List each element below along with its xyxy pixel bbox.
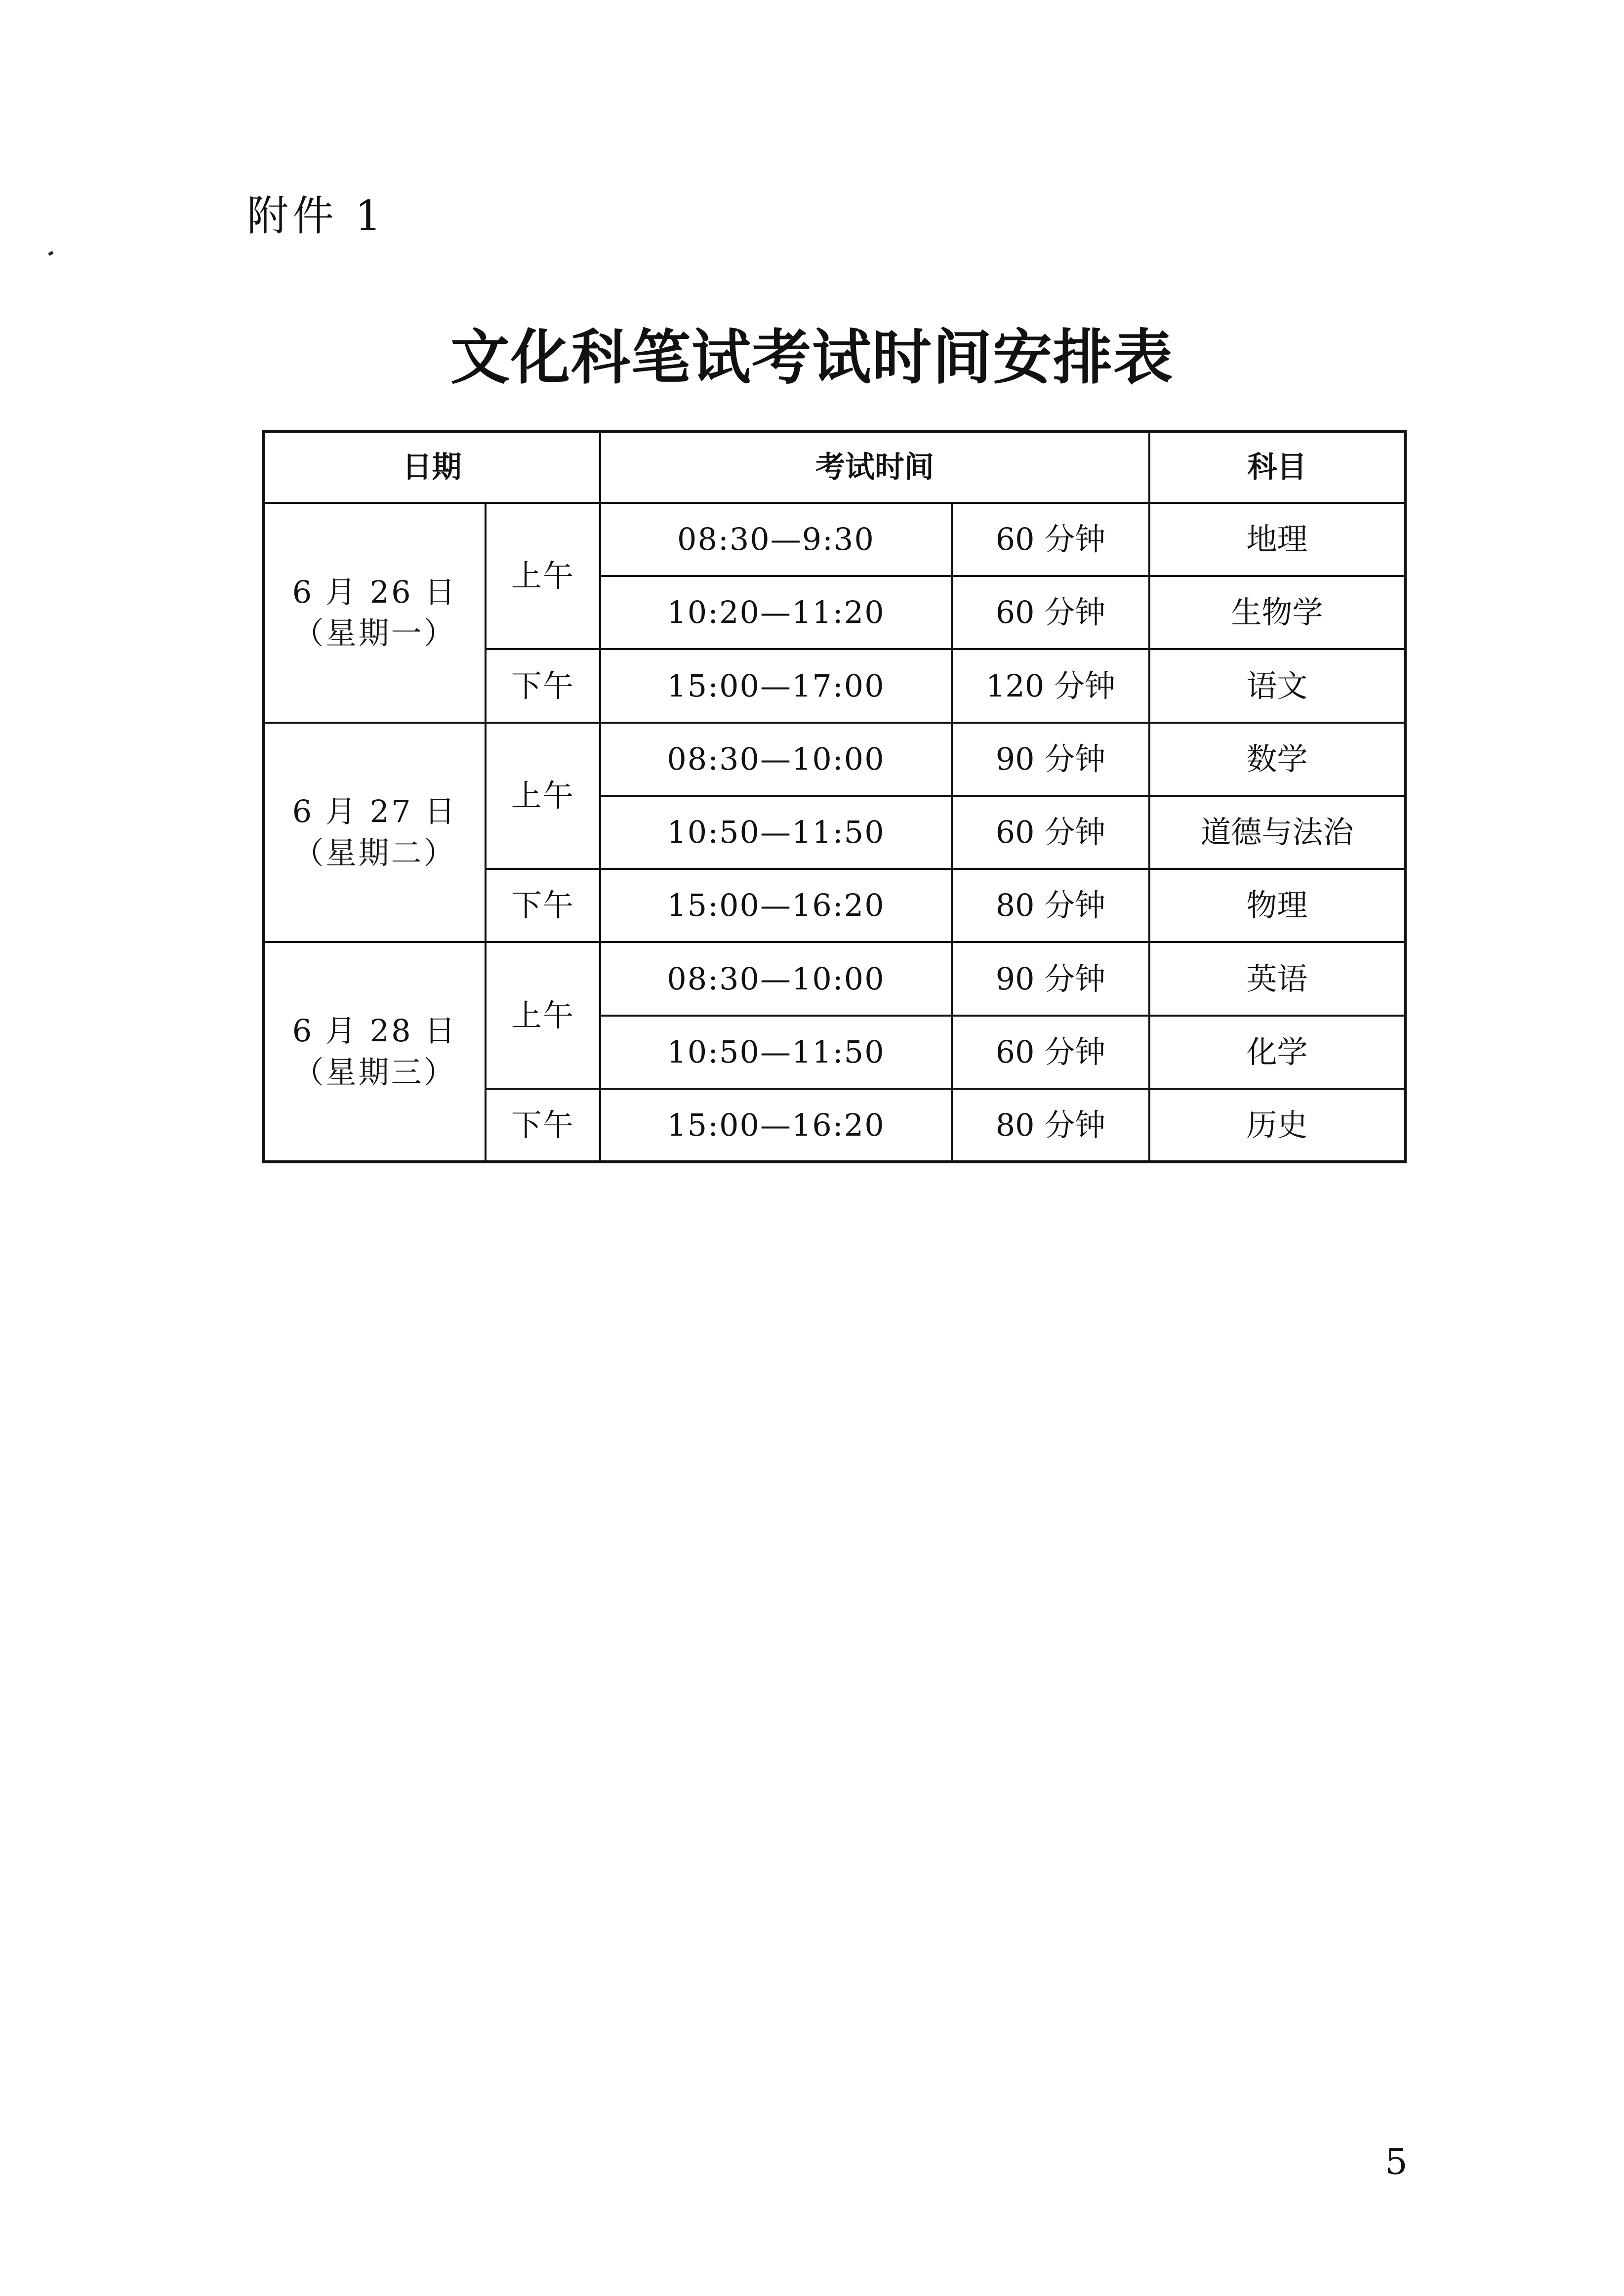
period-cell: 上午 [486,942,600,1088]
header-subject: 科目 [1149,431,1405,503]
time-range-cell: 15:00—16:20 [600,1089,952,1162]
subject-cell: 物理 [1149,869,1405,942]
page-number: 5 [1385,2141,1408,2182]
exam-schedule-table [262,430,1407,1163]
attachment-label: 附件 1 [247,192,386,240]
scan-mark [48,251,54,256]
period-cell: 上午 [486,723,600,869]
time-range-cell: 08:30—10:00 [600,723,952,796]
time-range-cell: 10:50—11:50 [600,1016,952,1089]
duration-cell: 60 分钟 [952,576,1149,649]
subject-cell: 化学 [1149,1016,1405,1089]
duration-cell: 90 分钟 [952,942,1149,1015]
time-range-cell: 15:00—17:00 [600,649,952,722]
duration-cell: 60 分钟 [952,796,1149,869]
subject-cell: 道德与法治 [1149,796,1405,869]
duration-cell: 120 分钟 [952,649,1149,722]
duration-cell: 60 分钟 [952,503,1149,576]
weekday-text: （星期二） [293,834,456,871]
subject-cell: 英语 [1149,942,1405,1015]
date-cell [263,503,486,723]
subject-cell: 数学 [1149,723,1405,796]
period-cell: 下午 [486,869,600,942]
period-cell: 下午 [486,1089,600,1162]
period-cell: 下午 [486,649,600,722]
duration-cell: 60 分钟 [952,1016,1149,1089]
page-title: 文化科笔试考试时间安排表 [450,324,1174,393]
date-text: 6 月 28 日 [292,1013,457,1049]
date-text: 6 月 27 日 [292,793,457,830]
table-row [263,503,1405,576]
header-date: 日期 [263,431,600,503]
time-range-cell: 08:30—10:00 [600,942,952,1015]
time-range-cell: 15:00—16:20 [600,869,952,942]
subject-cell: 生物学 [1149,576,1405,649]
duration-cell: 80 分钟 [952,869,1149,942]
header-exam-time: 考试时间 [600,431,1149,503]
time-range-cell: 10:20—11:20 [600,576,952,649]
subject-cell: 语文 [1149,649,1405,722]
weekday-text: （星期三） [293,1054,456,1091]
date-cell [263,723,486,943]
date-cell [263,942,486,1162]
subject-cell: 历史 [1149,1089,1405,1162]
time-range-cell: 08:30—9:30 [600,503,952,576]
period-cell: 上午 [486,503,600,649]
subject-cell: 地理 [1149,503,1405,576]
duration-cell: 80 分钟 [952,1089,1149,1162]
table-row [263,723,1405,796]
time-range-cell: 10:50—11:50 [600,796,952,869]
table-row [263,942,1405,1015]
date-text: 6 月 26 日 [292,574,457,610]
weekday-text: （星期一） [293,615,456,652]
duration-cell: 90 分钟 [952,723,1149,796]
table-header-row [263,431,1405,503]
